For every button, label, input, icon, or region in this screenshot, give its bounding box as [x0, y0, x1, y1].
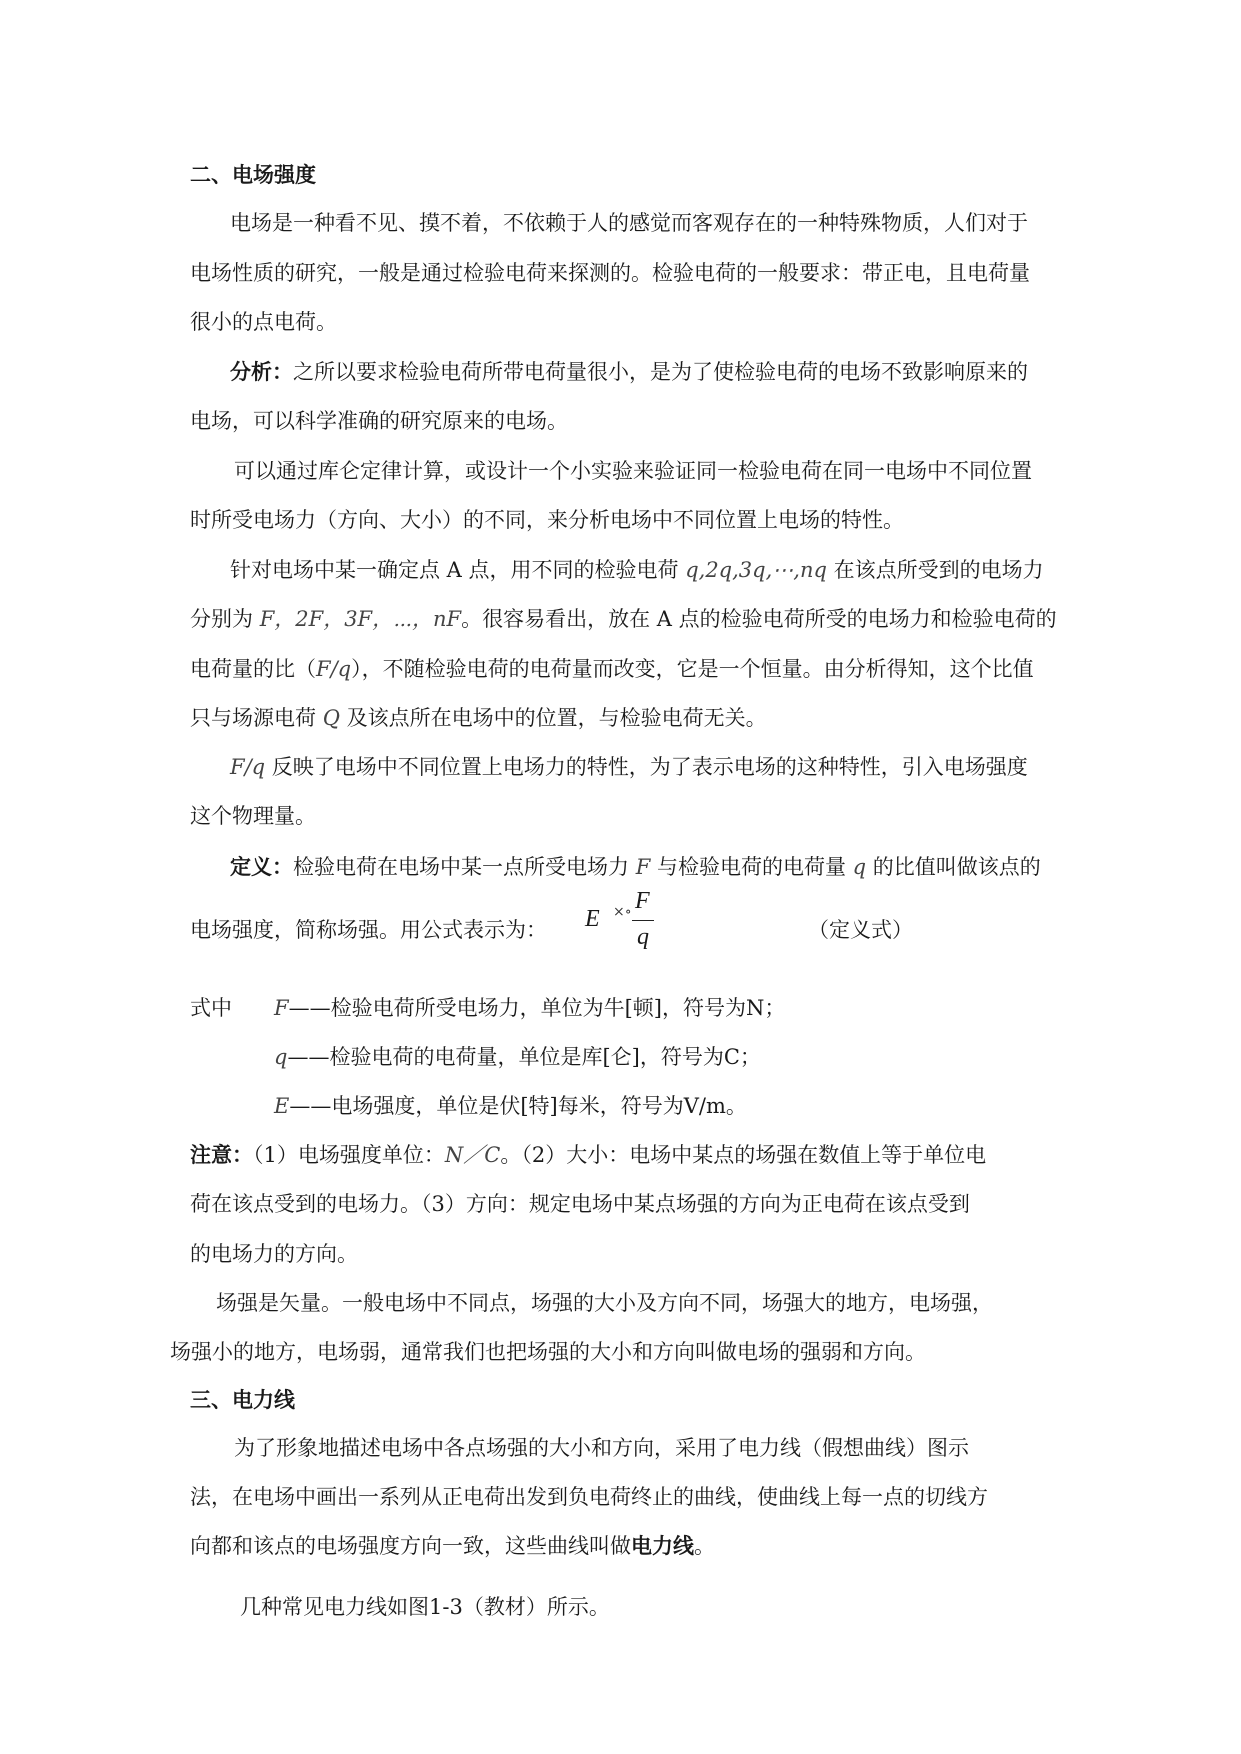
note-line [190, 1140, 986, 1170]
paragraph-line: 电场，可以科学准确的研究原来的电场。 [190, 409, 568, 433]
analysis-line [230, 357, 1028, 387]
paragraph-line: 场强小的地方，电场弱，通常我们也把场强的大小和方向叫做电场的强弱和方向。 [170, 1340, 926, 1364]
paragraph-line [230, 555, 1044, 585]
fraction-bar [632, 920, 654, 921]
unit-line [274, 993, 785, 1023]
paragraph-line [190, 703, 767, 733]
paragraph-line: 法，在电场中画出一系列从正电荷出发到负电荷终止的曲线，使曲线上每一点的切线方 [190, 1485, 988, 1509]
field-strength-formula [585, 886, 675, 966]
text-run: 反映了电场中不同位置上电场力的特性，为了表示电场的这种特性，引入电场强度 [265, 755, 1028, 779]
math-variable: F [274, 996, 289, 1020]
section-title-field-lines: 三、电力线 [190, 1388, 295, 1412]
text-run: 针对电场中某一确定点 A 点，用不同的检验电荷 [230, 558, 686, 582]
analysis-label: 分析： [230, 360, 293, 384]
text-run: 在该点所受到的电场力 [826, 558, 1044, 582]
text-run: 。（2）大小：电场中某点的场强在数值上等于单位电 [500, 1143, 987, 1167]
paragraph-line [190, 604, 1057, 634]
formula-numerator: F [635, 888, 650, 914]
text-run: ），不随检验电荷的电荷量而改变，它是一个恒量。由分析得知，这个比值 [351, 657, 1034, 681]
math-variable: Q [322, 706, 340, 730]
paragraph-line: 荷在该点受到的电场力。（3）方向：规定电场中某点场强的方向为正电荷在该点受到 [190, 1192, 970, 1216]
formula-denominator: q [637, 924, 649, 950]
paragraph-line: 这个物理量。 [190, 804, 316, 828]
section-title-field-strength: 二、电场强度 [190, 163, 316, 187]
text-run: ——检验电荷的电荷量，单位是库[仑]，符号为C； [287, 1045, 761, 1069]
text-run: ——电场强度，单位是伏[特]每米，符号为V/m。 [289, 1094, 747, 1118]
paragraph-line: 可以通过库仑定律计算，或设计一个小实验来验证同一检验电荷在同一电场中不同位置 [234, 459, 1032, 483]
paragraph-line: 电场是一种看不见、摸不着，不依赖于人的感觉而客观存在的一种特殊物质，人们对于 [230, 211, 1028, 235]
math-variable: q,2q,3q,⋯,nq [685, 558, 827, 582]
paragraph-line: 时所受电场力（方向、大小）的不同，来分析电场中不同位置上电场的特性。 [190, 508, 904, 532]
definition-line [230, 852, 1041, 882]
paragraph-line: 的电场力的方向。 [190, 1242, 358, 1266]
math-variable: F [635, 855, 651, 879]
paragraph-line: 为了形象地描述电场中各点场强的大小和方向，采用了电力线（假想曲线）图示 [234, 1436, 969, 1460]
math-variable: q [274, 1045, 288, 1069]
emphasis-term: 电力线 [631, 1534, 694, 1558]
math-variable: E [274, 1094, 290, 1118]
math-variable: F，2F，3F，⋯，nF [259, 607, 462, 631]
paragraph-line: 几种常见电力线如图1-3（教材）所示。 [240, 1595, 610, 1619]
paragraph-line [190, 654, 1034, 684]
definition-label: 定义： [230, 855, 293, 879]
analysis-text: 之所以要求检验电荷所带电荷量很小，是为了使检验电荷的电场不致影响原来的 [293, 360, 1028, 384]
units-prefix: 式中 [190, 996, 232, 1020]
paragraph-line [190, 1531, 715, 1561]
paragraph-line: 电场性质的研究，一般是通过检验电荷来探测的。检验电荷的一般要求：带正电，且电荷量 [190, 261, 1030, 285]
paragraph-line: 场强是矢量。一般电场中不同点，场强的大小及方向不同，场强大的地方，电场强， [216, 1291, 993, 1315]
text-run: 的比值叫做该点的 [866, 855, 1041, 879]
note-label: 注意： [190, 1143, 253, 1167]
math-variable: F/q [316, 657, 352, 681]
formula-equals-symbol: ×∘ [613, 904, 632, 920]
formula-e: E [585, 906, 600, 932]
text-run: 及该点所在电场中的位置，与检验电荷无关。 [339, 706, 767, 730]
text-run: 。很容易看出，放在 A 点的检验电荷所受的电场力和检验电荷的 [461, 607, 1057, 631]
unit-line [274, 1091, 747, 1121]
paragraph-line [230, 752, 1028, 782]
math-variable: q [852, 855, 867, 879]
text-run: 与检验电荷的电荷量 [650, 855, 853, 879]
text-run: （1）电场强度单位： [253, 1143, 445, 1167]
formula-tag: （定义式） [808, 918, 913, 942]
text-run: 向都和该点的电场强度方向一致，这些曲线叫做 [190, 1534, 631, 1558]
text-run: 只与场源电荷 [190, 706, 323, 730]
paragraph-line: 电场强度，简称场强。用公式表示为： [190, 918, 547, 942]
text-run: 电荷量的比（ [190, 657, 316, 681]
unit-line [274, 1042, 761, 1072]
text-run: ——检验电荷所受电场力，单位为牛[顿]，符号为N； [288, 996, 786, 1020]
math-variable: N／C [444, 1143, 501, 1167]
text-run: 。 [694, 1534, 715, 1558]
text-run: 检验电荷在电场中某一点所受电场力 [293, 855, 636, 879]
math-variable: F/q [230, 755, 266, 779]
paragraph-line: 很小的点电荷。 [190, 310, 337, 334]
text-run: 分别为 [190, 607, 260, 631]
